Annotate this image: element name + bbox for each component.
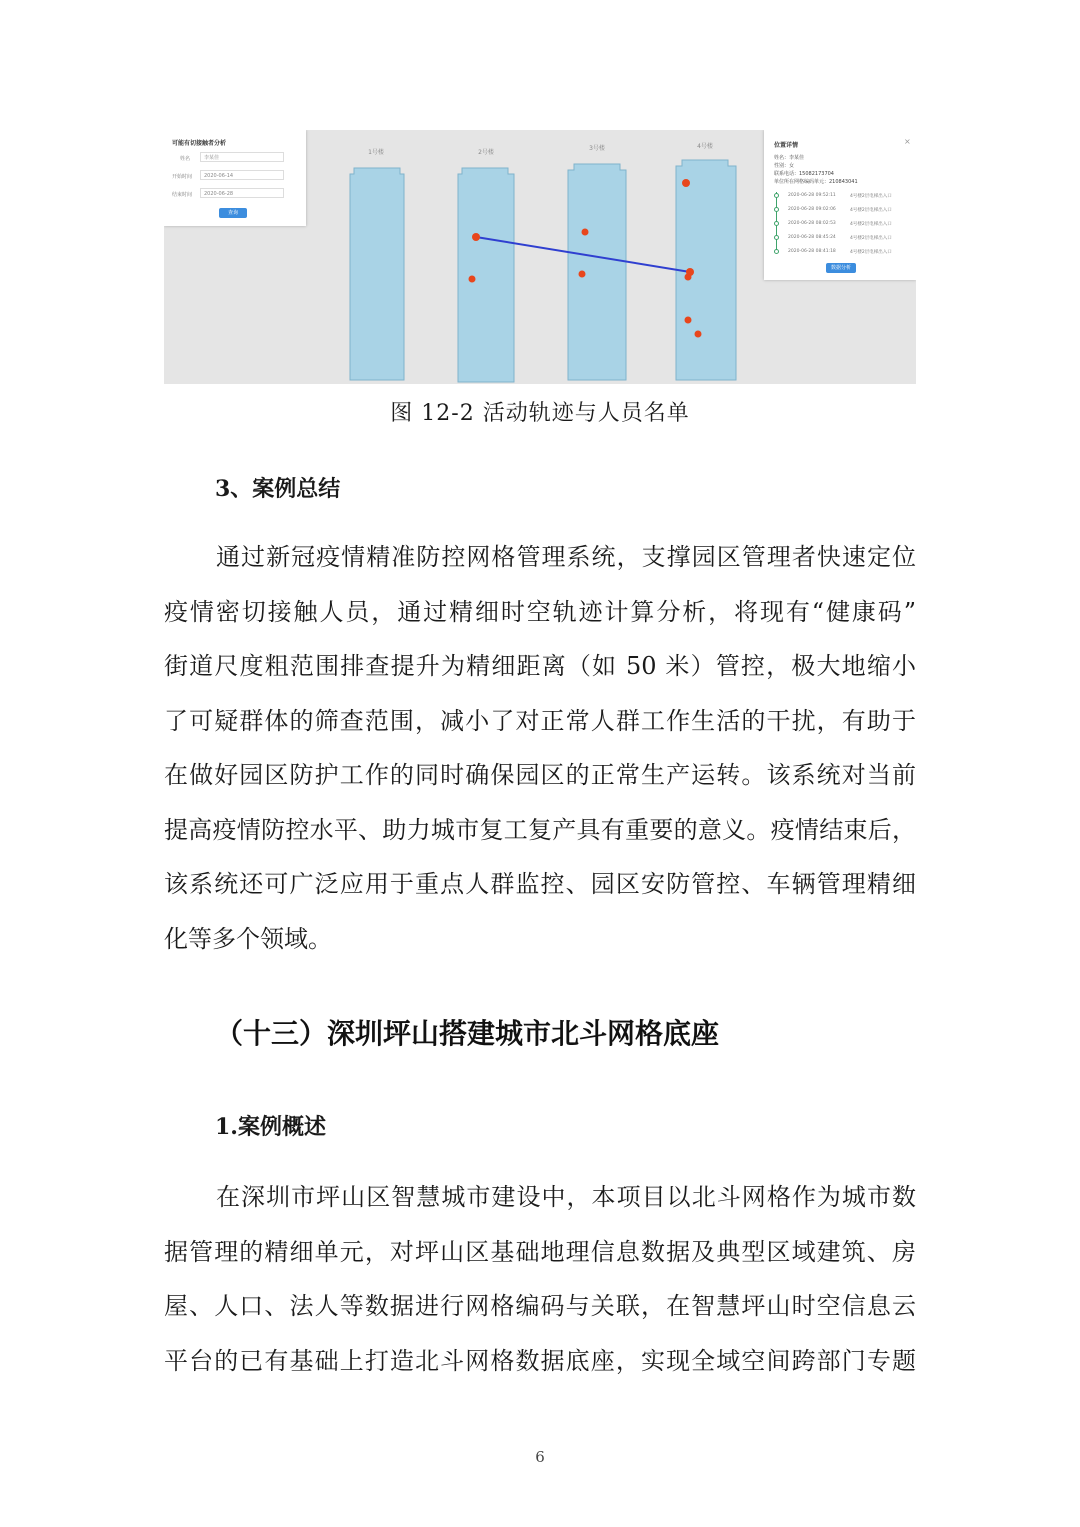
building-label-1: 1号楼 (368, 149, 384, 156)
contact-analysis-panel (164, 130, 306, 226)
track-point[interactable] (579, 271, 586, 278)
building-label-3: 3号楼 (589, 145, 605, 152)
text-line: 平台的已有基础上打造北斗网格数据底座，实现全域空间跨部门专题 (164, 1346, 916, 1375)
text-line: 化等多个领域。 (164, 924, 332, 953)
timeline-time: 2020-06-28 08:45:24 (788, 235, 836, 240)
sub-heading-overview: 1.案例概述 (215, 1114, 326, 1140)
location-detail-panel (764, 130, 916, 280)
timeline-time: 2020-06-28 09:02:06 (788, 207, 836, 212)
panel-title: 位置详情 (774, 142, 799, 149)
text-line: 街道尺度粗范围排查提升为精细距离（如 50 米）管控，极大地缩小 (164, 652, 916, 680)
end-time-label: 结束时间 (172, 192, 193, 198)
text-line: 据管理的精细单元，对坪山区基础地理信息数据及典型区域建筑、房 (164, 1237, 916, 1266)
info-gender: 性别：女 (774, 163, 795, 169)
section-heading-pingshan: （十三）深圳坪山搭建城市北斗网格底座 (215, 1017, 720, 1050)
building-3[interactable] (568, 164, 626, 380)
track-point[interactable] (682, 179, 690, 187)
track-point[interactable] (469, 276, 476, 283)
start-time-label: 开始时间 (172, 174, 193, 180)
text-line: 疫情密切接触人员，通过精细时空轨迹计算分析，将现有“健康码” (164, 597, 916, 626)
summary-paragraph (164, 530, 916, 966)
page-number: 6 (535, 1448, 545, 1466)
query-button[interactable]: 查询 (219, 208, 247, 218)
panel-title: 可能有切接触者分析 (172, 140, 227, 147)
timeline-dot-icon (774, 235, 779, 240)
data-analysis-button[interactable]: 数据分析 (826, 263, 856, 273)
building-label-2: 2号楼 (478, 149, 494, 156)
text-line: 屋、人口、法人等数据进行网格编码与关联，在智慧坪山时空信息云 (164, 1292, 916, 1320)
start-time-field[interactable]: 2020-06-14 (200, 170, 284, 180)
timeline-place: 4号楼2层电梯出入口 (850, 222, 892, 227)
track-point[interactable] (472, 233, 480, 241)
timeline-dot-icon (774, 221, 779, 226)
timeline-time: 2020-06-28 08:41:18 (788, 249, 836, 254)
end-time-field[interactable]: 2020-06-28 (200, 188, 284, 198)
name-label: 姓名 (180, 156, 191, 162)
timeline-place: 4号楼2层电梯出入口 (850, 208, 892, 213)
timeline-dot-icon (774, 193, 779, 198)
info-name: 姓名：李某佳 (774, 155, 805, 161)
track-point[interactable] (695, 331, 702, 338)
timeline-dot-icon (774, 249, 779, 254)
building-label-4: 4号楼 (697, 143, 713, 150)
overview-paragraph (164, 1170, 916, 1388)
text-line: 提高疫情防控水平、助力城市复工复产具有重要的意义。疫情结束后， (164, 815, 916, 844)
track-point[interactable] (685, 317, 692, 324)
text-line: 通过新冠疫情精准防控网格管理系统，支撑园区管理者快速定位 (216, 543, 916, 571)
building-2[interactable] (458, 168, 514, 382)
info-grid-code: 单位所在网格编码单元：210843041 (774, 179, 858, 185)
track-point[interactable] (582, 229, 589, 236)
close-icon[interactable]: × (904, 137, 911, 146)
figure-activity-track (164, 130, 916, 384)
text-line: 该系统还可广泛应用于重点人群监控、园区安防管控、车辆管理精细 (164, 870, 916, 898)
timeline-dot-icon (774, 207, 779, 212)
building-4[interactable] (676, 160, 736, 380)
text-line: 了可疑群体的筛查范围，减小了对正常人群工作生活的干扰，有助于 (164, 706, 916, 735)
text-line: 在做好园区防护工作的同时确保园区的正常生产运转。该系统对当前 (164, 761, 916, 789)
name-field[interactable]: 李某佳 (200, 152, 284, 162)
timeline-place: 4号楼2层电梯出入口 (850, 250, 892, 255)
timeline-time: 2020-06-28 09:52:11 (788, 193, 836, 198)
info-phone: 联系电话：15082173704 (774, 171, 834, 177)
building-1[interactable] (350, 168, 404, 380)
track-point[interactable] (685, 274, 692, 281)
timeline-place: 4号楼2层电梯出入口 (850, 236, 892, 241)
section-heading-summary: 3、案例总结 (215, 476, 341, 502)
figure-caption: 图 12-2 活动轨迹与人员名单 (390, 401, 690, 426)
timeline-place: 4号楼2层电梯出入口 (850, 194, 892, 199)
timeline-time: 2020-06-28 08:02:53 (788, 221, 836, 226)
text-line: 在深圳市坪山区智慧城市建设中，本项目以北斗网格作为城市数 (216, 1183, 916, 1211)
